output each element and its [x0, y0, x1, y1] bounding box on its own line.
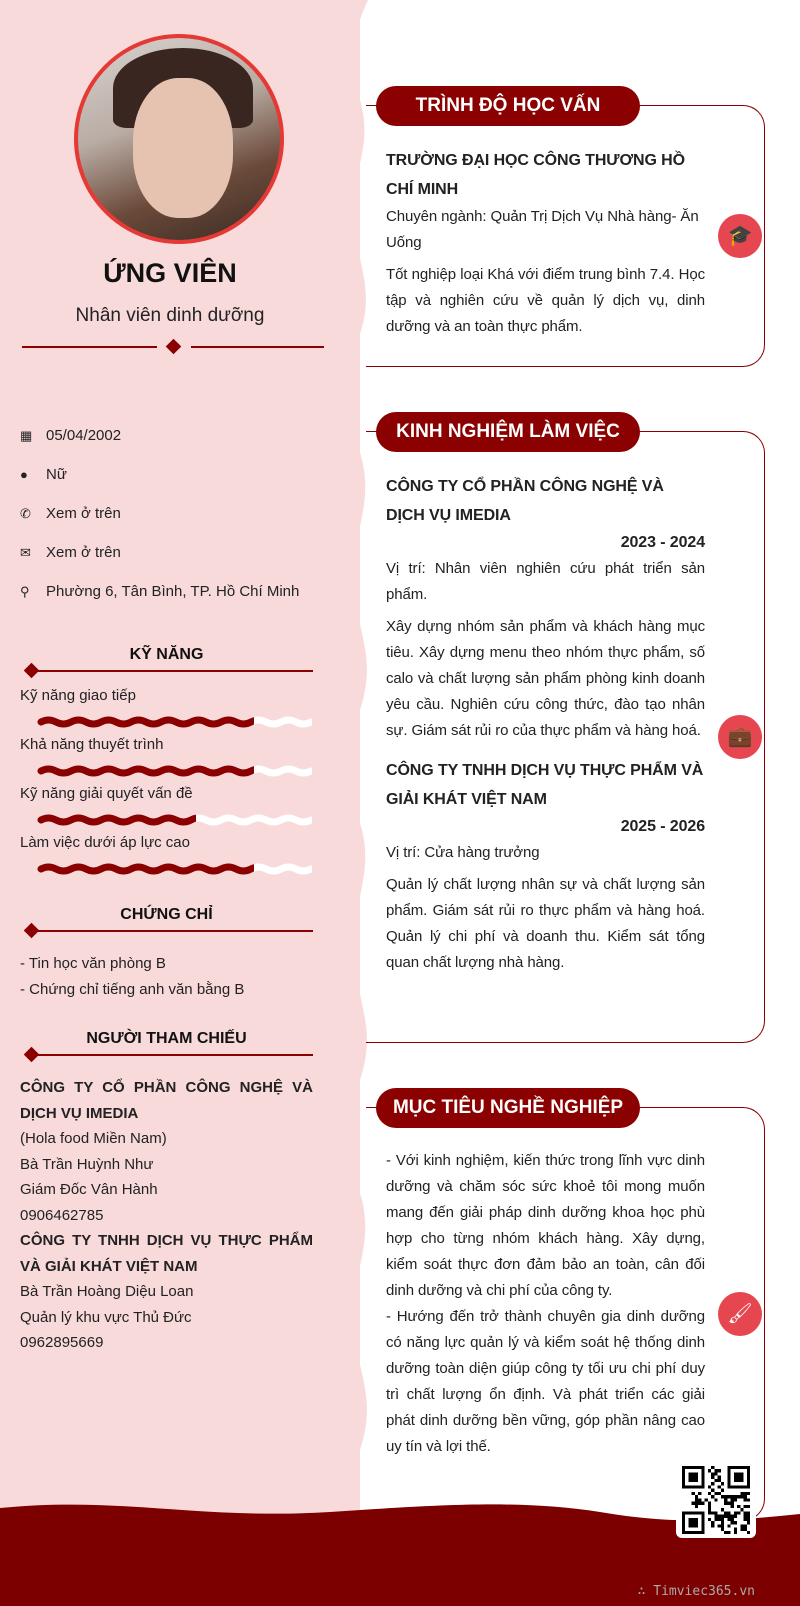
reference-line: Bà Trần Huỳnh Như	[20, 1155, 154, 1173]
calendar-icon: ▦	[20, 427, 33, 443]
skills-heading: KỸ NĂNG	[20, 646, 313, 676]
reference-phone: 0906462785	[20, 1206, 104, 1224]
school-name: TRƯỜNG ĐẠI HỌC CÔNG THƯƠNG HỒ CHÍ MINH	[386, 152, 685, 198]
candidate-name: ỨNG VIÊN	[103, 258, 237, 288]
contact-item	[20, 427, 121, 444]
contact-text: Phường 6, Tân Bình, TP. Hồ Chí Minh	[46, 583, 300, 600]
qr-code[interactable]	[676, 1462, 756, 1538]
company-name: CÔNG TY CỔ PHẦN CÔNG NGHỆ VÀ DỊCH VỤ IMEDIA	[386, 478, 664, 524]
main-content	[366, 86, 765, 1566]
divider	[191, 346, 324, 348]
contact-item	[20, 583, 299, 600]
brand-watermark: ∴ Timviec365.vn	[637, 1584, 755, 1599]
objective-heading: MỤC TIÊU NGHỀ NGHIỆP	[376, 1088, 640, 1128]
objective-box	[366, 1107, 765, 1521]
contact-item	[20, 544, 121, 561]
education-content	[386, 146, 705, 340]
education-box	[366, 105, 765, 367]
contact-item	[20, 505, 121, 522]
work-years: 2023 - 2024	[620, 534, 705, 551]
reference-phone: 0962895669	[20, 1334, 104, 1351]
contact-text: Xem ở trên	[46, 544, 121, 561]
experience-section	[366, 412, 765, 1043]
phone-icon: ✆	[20, 505, 31, 521]
experience-content	[386, 472, 705, 976]
education-desc: Tốt nghiệp loại Khá với điểm trung bình 7.4. Học tập và nghiên cứu về quản lý dịch vụ, dinh dưỡng và an toàn thực phẩm.	[386, 266, 705, 335]
location-icon: ⚲	[20, 583, 30, 599]
work-desc: Quản lý chất lượng nhân sự và chất lượng sản phẩm. Giám sát rủi ro thực phẩm và hàng hoá. Quản lý chi phí và doanh thu. Kiểm sát tổng quan chất lượng nhà hàng.	[386, 876, 705, 971]
certificate-item: - Tin học văn phòng B	[20, 955, 166, 972]
contact-text: 05/04/2002	[46, 427, 122, 444]
skill-level-bar	[35, 813, 312, 825]
company-name: CÔNG TY TNHH DỊCH VỤ THỰC PHẨM VÀ GIẢI KHÁT VIỆT NAM	[386, 762, 704, 808]
work-position: Vị trí: Nhân viên nghiên cứu phát triển sản phẩm.	[386, 560, 705, 603]
skill-label: Khả năng thuyết trình	[20, 736, 164, 753]
work-position: Vị trí: Cửa hàng trưởng	[386, 844, 540, 861]
reference-company: CÔNG TY TNHH DỊCH VỤ THỰC PHẨM VÀ GIẢI KHÁT VIỆT NAM	[20, 1232, 313, 1275]
references-heading: NGƯỜI THAM CHIẾU	[20, 1030, 313, 1060]
education-heading: TRÌNH ĐỘ HỌC VẤN	[376, 86, 640, 126]
email-icon: ✉	[20, 544, 31, 560]
experience-box	[366, 431, 765, 1043]
objective-content	[386, 1148, 705, 1460]
contact-item	[20, 466, 67, 483]
skill-level-bar	[35, 764, 312, 776]
skill-label: Kỹ năng giao tiếp	[20, 687, 136, 704]
objective-paragraph: - Với kinh nghiệm, kiến thức trong lĩnh vực dinh dưỡng và chăm sóc sức khoẻ tôi mong muốn mang đến giải pháp dinh dưỡng khoa học phù hợp cho từng nhóm khách hàng. Xây dựng, kiểm soát thực đơn đảm bảo an toàn, cân đối dinh dưỡng và chi phí của công ty.	[386, 1152, 705, 1299]
skill-label: Làm việc dưới áp lực cao	[20, 834, 190, 851]
skill-level-bar	[35, 715, 312, 727]
references-list	[20, 1075, 313, 1356]
reference-line: Giám Đốc Vân Hành	[20, 1181, 158, 1198]
graduation-cap-icon: 🎓	[718, 214, 762, 258]
reference-line: Quản lý khu vực Thủ Đức	[20, 1308, 192, 1326]
skill-label: Kỹ năng giải quyết vấn đề	[20, 785, 193, 802]
certificate-item: - Chứng chỉ tiếng anh văn bằng B	[20, 981, 245, 998]
reference-company: CÔNG TY CỔ PHẦN CÔNG NGHỆ VÀ DỊCH VỤ IMEDIA	[20, 1079, 313, 1122]
reference-line: (Hola food Miền Nam)	[20, 1130, 167, 1147]
objective-paragraph: - Hướng đến trở thành chuyên gia dinh dưỡng có năng lực quản lý và kiểm soát hệ thống dinh dưỡng toàn diện giúp công ty tối ưu chi phí duy trì chất lượng ổn định. Và phát triển các giải phát dinh dưỡng bền vững, góp phần nâng cao uy tín và lợi thế.	[386, 1308, 705, 1455]
objective-section	[366, 1088, 765, 1521]
work-desc: Xây dựng nhóm sản phẩm và khách hàng mục tiêu. Xây dựng menu theo nhóm thực phẩm, số calo và chất lượng sản phẩm phòng kinh doanh yêu cầu. Nghiên cứu công thức, đào tạo nhân sự. Giám sát rủi ro của thực phẩm và hàng hoá.	[386, 618, 705, 739]
avatar	[74, 34, 284, 244]
brush-icon: 🖌	[718, 1292, 762, 1336]
major: Chuyên ngành: Quản Trị Dịch Vụ Nhà hàng- Ăn Uống	[386, 208, 699, 251]
work-years: 2025 - 2026	[620, 818, 705, 835]
user-icon: ●	[20, 467, 28, 482]
job-title: Nhân viên dinh dưỡng	[75, 305, 265, 326]
skill-level-bar	[35, 862, 312, 874]
divider	[22, 346, 157, 348]
experience-heading: KINH NGHIỆM LÀM VIỆC	[376, 412, 640, 452]
contact-text: Nữ	[46, 466, 67, 483]
reference-line: Bà Trần Hoàng Diệu Loan	[20, 1283, 194, 1300]
briefcase-icon: 💼	[718, 715, 762, 759]
certificates-heading: CHỨNG CHỈ	[20, 906, 313, 936]
education-section	[366, 86, 765, 367]
contact-text: Xem ở trên	[46, 505, 121, 522]
